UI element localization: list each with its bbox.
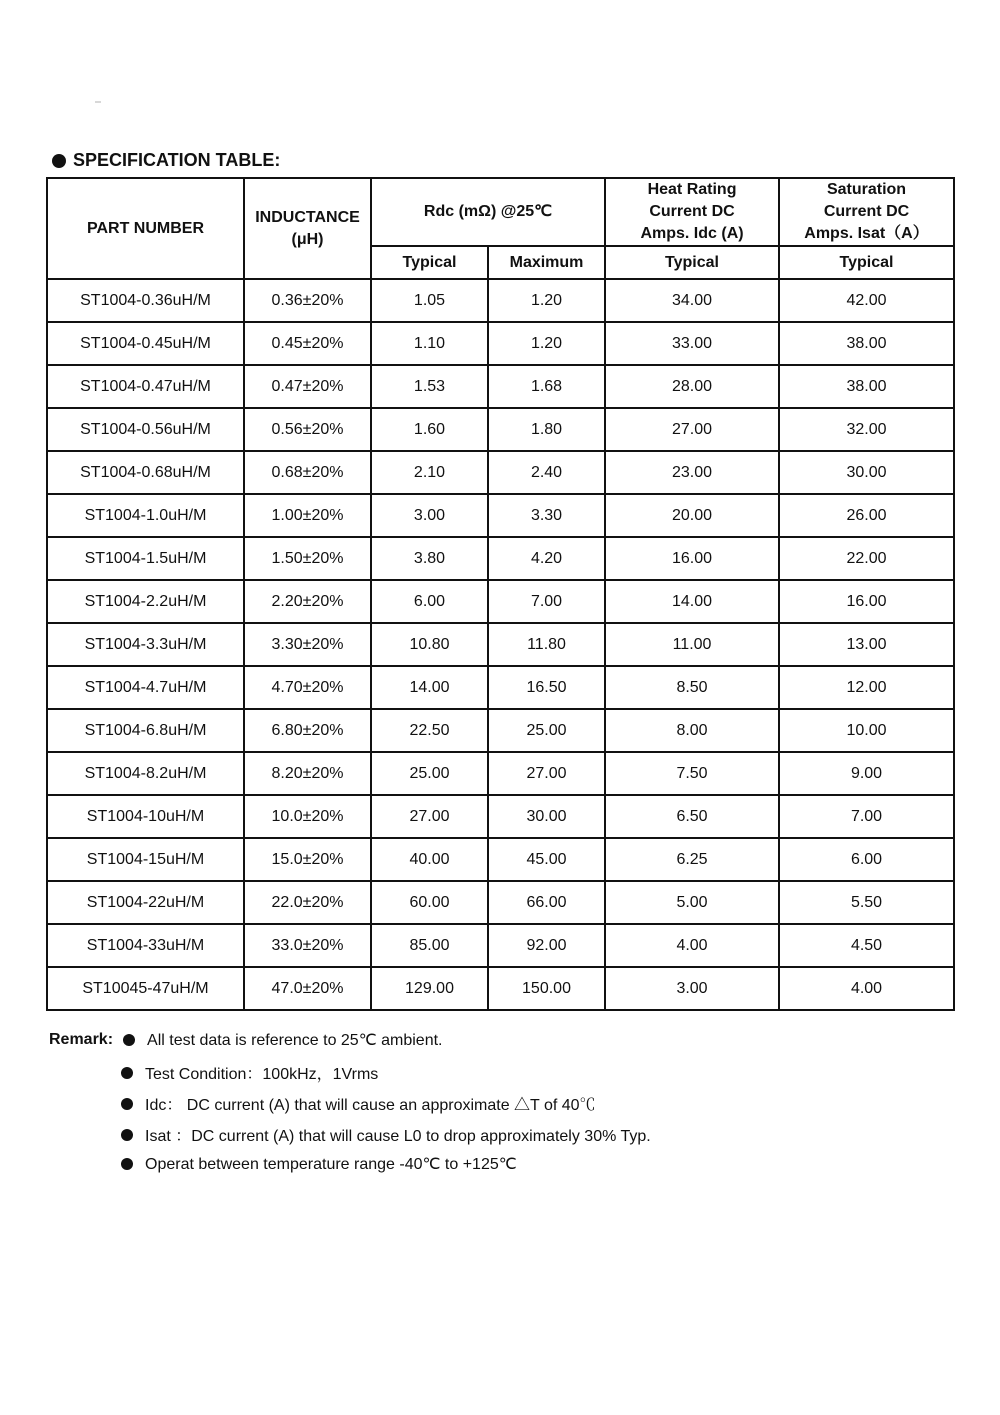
inductance-cell: 0.47±20%: [244, 365, 371, 408]
rdc-typical-cell: 10.80: [371, 623, 488, 666]
remark-item: [121, 1061, 378, 1084]
part-number-cell: ST1004-10uH/M: [47, 795, 244, 838]
rdc-maximum-cell: 27.00: [488, 752, 605, 795]
rdc-maximum-cell: 4.20: [488, 537, 605, 580]
isat-typical-cell: 42.00: [779, 279, 954, 322]
rdc-typical-cell: 1.10: [371, 322, 488, 365]
table-row: [47, 537, 954, 580]
header-heat-line1: Heat Rating: [647, 181, 737, 198]
rdc-typical-cell: 6.00: [371, 580, 488, 623]
rdc-typical-cell: 27.00: [371, 795, 488, 838]
table-row: [47, 279, 954, 322]
rdc-maximum-cell: 92.00: [488, 924, 605, 967]
isat-typical-cell: 22.00: [779, 537, 954, 580]
header-heat-rating: [605, 178, 779, 246]
remark-text: Idc： DC current (A) that will cause an approximate △T of 40℃: [145, 1097, 596, 1114]
table-row: [47, 881, 954, 924]
table-row: [47, 752, 954, 795]
inductance-cell: 33.0±20%: [244, 924, 371, 967]
part-number-cell: ST1004-1.0uH/M: [47, 494, 244, 537]
rdc-typical-cell: 1.53: [371, 365, 488, 408]
rdc-maximum-cell: 1.20: [488, 279, 605, 322]
scan-speck: [95, 101, 101, 103]
inductance-cell: 1.50±20%: [244, 537, 371, 580]
table-row: [47, 924, 954, 967]
inductance-cell: 22.0±20%: [244, 881, 371, 924]
idc-typical-cell: 7.50: [605, 752, 779, 795]
rdc-typical-cell: 85.00: [371, 924, 488, 967]
table-row: [47, 967, 954, 1010]
idc-typical-cell: 3.00: [605, 967, 779, 1010]
part-number-cell: ST1004-15uH/M: [47, 838, 244, 881]
isat-typical-cell: 10.00: [779, 709, 954, 752]
part-number-cell: ST1004-22uH/M: [47, 881, 244, 924]
header-rdc-typical: Typical: [371, 246, 488, 279]
inductance-cell: 1.00±20%: [244, 494, 371, 537]
rdc-maximum-cell: 7.00: [488, 580, 605, 623]
idc-typical-cell: 27.00: [605, 408, 779, 451]
header-heat-line2: Current DC: [649, 203, 735, 220]
table-row: [47, 709, 954, 752]
idc-typical-cell: 4.00: [605, 924, 779, 967]
rdc-typical-cell: 60.00: [371, 881, 488, 924]
isat-typical-cell: 4.00: [779, 967, 954, 1010]
rdc-maximum-cell: 2.40: [488, 451, 605, 494]
isat-typical-cell: 16.00: [779, 580, 954, 623]
rdc-typical-cell: 129.00: [371, 967, 488, 1010]
isat-typical-cell: 26.00: [779, 494, 954, 537]
remark-text: Operat between temperature range -40℃ to +125℃: [145, 1156, 517, 1173]
idc-typical-cell: 5.00: [605, 881, 779, 924]
rdc-maximum-cell: 25.00: [488, 709, 605, 752]
part-number-cell: ST1004-1.5uH/M: [47, 537, 244, 580]
table-row: [47, 322, 954, 365]
idc-typical-cell: 16.00: [605, 537, 779, 580]
header-rdc: Rdc (mΩ) @25℃: [371, 178, 605, 246]
table-row: [47, 795, 954, 838]
part-number-cell: ST1004-8.2uH/M: [47, 752, 244, 795]
remark-text: All test data is reference to 25℃ ambient.: [147, 1032, 443, 1049]
rdc-maximum-cell: 11.80: [488, 623, 605, 666]
section-title: [52, 150, 280, 171]
inductance-cell: 0.56±20%: [244, 408, 371, 451]
section-title-text: SPECIFICATION TABLE:: [73, 150, 281, 170]
inductance-cell: 47.0±20%: [244, 967, 371, 1010]
inductance-cell: 0.45±20%: [244, 322, 371, 365]
isat-typical-cell: 5.50: [779, 881, 954, 924]
remark-item: [121, 1092, 596, 1115]
part-number-cell: ST1004-0.68uH/M: [47, 451, 244, 494]
inductance-cell: 0.36±20%: [244, 279, 371, 322]
inductance-cell: 15.0±20%: [244, 838, 371, 881]
table-row: [47, 494, 954, 537]
header-sat-line1: Saturation: [826, 181, 907, 198]
header-rdc-maximum: Maximum: [488, 246, 605, 279]
remark-text: Isat ：DC current (A) that will cause L0 to drop approximately 30% Typ.: [145, 1128, 651, 1145]
rdc-maximum-cell: 1.68: [488, 365, 605, 408]
rdc-typical-cell: 22.50: [371, 709, 488, 752]
isat-typical-cell: 38.00: [779, 322, 954, 365]
header-inductance-line2: (μH): [291, 230, 324, 248]
header-part-number: PART NUMBER: [47, 178, 244, 279]
rdc-maximum-cell: 1.80: [488, 408, 605, 451]
part-number-cell: ST1004-0.47uH/M: [47, 365, 244, 408]
header-inductance-line1: INDUCTANCE: [255, 208, 360, 226]
remark-item: [49, 1030, 442, 1050]
rdc-typical-cell: 40.00: [371, 838, 488, 881]
rdc-maximum-cell: 150.00: [488, 967, 605, 1010]
isat-typical-cell: 32.00: [779, 408, 954, 451]
remark-item: [121, 1123, 651, 1146]
specification-table: [46, 177, 955, 1011]
table-row: [47, 365, 954, 408]
bullet-icon: [121, 1067, 133, 1079]
rdc-typical-cell: 1.05: [371, 279, 488, 322]
bullet-icon: [121, 1098, 133, 1110]
isat-typical-cell: 6.00: [779, 838, 954, 881]
bullet-icon: [52, 154, 66, 168]
bullet-icon: [121, 1158, 133, 1170]
idc-typical-cell: 8.50: [605, 666, 779, 709]
idc-typical-cell: 11.00: [605, 623, 779, 666]
header-sat-line3: Amps. Isat（A）: [804, 225, 929, 242]
isat-typical-cell: 38.00: [779, 365, 954, 408]
isat-typical-cell: 4.50: [779, 924, 954, 967]
rdc-maximum-cell: 1.20: [488, 322, 605, 365]
rdc-maximum-cell: 3.30: [488, 494, 605, 537]
header-heat-line3: Amps. Idc (A): [640, 225, 744, 242]
rdc-maximum-cell: 30.00: [488, 795, 605, 838]
remark-item: [121, 1154, 517, 1174]
header-sat-typical: Typical: [779, 246, 954, 279]
remark-label: Remark:: [49, 1031, 114, 1048]
inductance-cell: 0.68±20%: [244, 451, 371, 494]
table-row: [47, 408, 954, 451]
idc-typical-cell: 23.00: [605, 451, 779, 494]
idc-typical-cell: 28.00: [605, 365, 779, 408]
rdc-typical-cell: 3.80: [371, 537, 488, 580]
rdc-typical-cell: 3.00: [371, 494, 488, 537]
rdc-maximum-cell: 66.00: [488, 881, 605, 924]
header-row-1: [47, 178, 954, 246]
part-number-cell: ST1004-0.45uH/M: [47, 322, 244, 365]
idc-typical-cell: 20.00: [605, 494, 779, 537]
header-sat-line2: Current DC: [823, 203, 910, 220]
inductance-cell: 8.20±20%: [244, 752, 371, 795]
part-number-cell: ST1004-6.8uH/M: [47, 709, 244, 752]
part-number-cell: ST1004-4.7uH/M: [47, 666, 244, 709]
rdc-typical-cell: 1.60: [371, 408, 488, 451]
part-number-cell: ST1004-0.36uH/M: [47, 279, 244, 322]
header-saturation: [779, 178, 954, 246]
remark-text: Test Condition：100kHz，1Vrms: [145, 1066, 379, 1083]
table-row: [47, 623, 954, 666]
bullet-icon: [121, 1129, 133, 1141]
table-row: [47, 451, 954, 494]
header-inductance: [244, 178, 371, 279]
table-row: [47, 838, 954, 881]
header-heat-typical: Typical: [605, 246, 779, 279]
inductance-cell: 6.80±20%: [244, 709, 371, 752]
isat-typical-cell: 9.00: [779, 752, 954, 795]
table-row: [47, 580, 954, 623]
rdc-typical-cell: 14.00: [371, 666, 488, 709]
idc-typical-cell: 14.00: [605, 580, 779, 623]
part-number-cell: ST10045-47uH/M: [47, 967, 244, 1010]
idc-typical-cell: 33.00: [605, 322, 779, 365]
inductance-cell: 10.0±20%: [244, 795, 371, 838]
bullet-icon: [123, 1034, 135, 1046]
rdc-maximum-cell: 45.00: [488, 838, 605, 881]
part-number-cell: ST1004-33uH/M: [47, 924, 244, 967]
rdc-typical-cell: 25.00: [371, 752, 488, 795]
inductance-cell: 3.30±20%: [244, 623, 371, 666]
rdc-maximum-cell: 16.50: [488, 666, 605, 709]
inductance-cell: 4.70±20%: [244, 666, 371, 709]
part-number-cell: ST1004-0.56uH/M: [47, 408, 244, 451]
isat-typical-cell: 12.00: [779, 666, 954, 709]
part-number-cell: ST1004-2.2uH/M: [47, 580, 244, 623]
isat-typical-cell: 13.00: [779, 623, 954, 666]
table-row: [47, 666, 954, 709]
idc-typical-cell: 6.50: [605, 795, 779, 838]
isat-typical-cell: 30.00: [779, 451, 954, 494]
idc-typical-cell: 6.25: [605, 838, 779, 881]
idc-typical-cell: 8.00: [605, 709, 779, 752]
idc-typical-cell: 34.00: [605, 279, 779, 322]
isat-typical-cell: 7.00: [779, 795, 954, 838]
rdc-typical-cell: 2.10: [371, 451, 488, 494]
inductance-cell: 2.20±20%: [244, 580, 371, 623]
table-body: [47, 279, 954, 1010]
part-number-cell: ST1004-3.3uH/M: [47, 623, 244, 666]
